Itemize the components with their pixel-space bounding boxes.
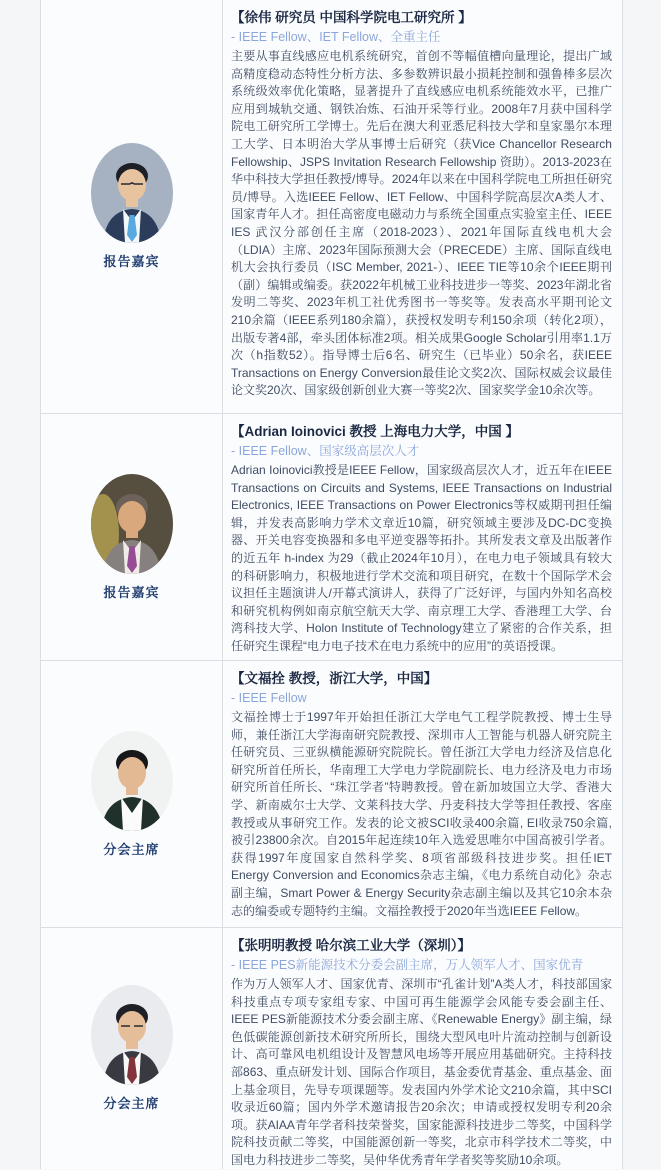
table-row (41, 660, 622, 927)
profile-bio-cell (223, 661, 622, 927)
avatar (91, 143, 173, 243)
avatar (91, 731, 173, 831)
profile-name-title: 【Adrian Ioinovici 教授 上海电力大学，中国 】 (231, 424, 520, 439)
person-portrait-placeholder (91, 731, 173, 831)
role-label: 报告嘉宾 (103, 254, 160, 269)
person-portrait-placeholder (91, 143, 173, 243)
role-label: 分会主席 (103, 1096, 160, 1111)
role-label: 分会主席 (103, 841, 160, 857)
profile-bio-text: 作为万人领军人才、国家优青、深圳市“孔雀计划”A类人才，科技部国家科技重点专项专家组专家、中国可再生能源学会风能专委会副主任、IEEE PES新能源技术分委会副主席、《Renewable Energy》副主编，绿色低碳能源创新技术研究所所长，围绕大型风电叶片流动控制与创新设计、高可靠风电机组设计及智慧风电场等开展应用基础研究。主持科技部863、重点研发计划、国际合作项目，基金委优青基金、重点基金、面上基金项目，先导专项课题等。发表国内外学术论文210余篇，其中SCI收录近60篇；国内外学术邀请报告20余次；申请或授权发明专利20余项。获AIAA青年学者科技荣誉奖，国家能源科技进步二等奖，中国科学院科技贡献二等奖，中国能源创新一等奖，北京市科学技术二等奖，中国电力科技进步二等奖，吴仲华优秀青年学者奖等奖励10余项。 (231, 977, 612, 1167)
profile-name-title: 【文福拴 教授，浙江大学，中国】 (231, 671, 438, 686)
profile-name-title: 【张明明教授 哈尔滨工业大学（深圳）】 (231, 938, 472, 953)
profile-bio-cell (223, 928, 622, 1169)
profile-bio-text: 文福拴博士于1997年开始担任浙江大学电气工程学院教授、博士生导师，兼任浙江大学海南研究院教授、深圳市人工智能与机器人研究院主任研究员、三亚纵横能源研究院院长。曾任浙江大学电力经济及信息化研究所首任所长，华南理工大学电力学院副院长、电力经济及电力市场研究所首任所长、“珠江学者”特聘教授。曾在新加坡国立大学、香港大学、新南威尔士大学、文莱科技大学、丹麦科技大学等担任教授、客座教授或从事研究工作。发表的论文被SCI收录400余篇, EI收录750余篇, 被引23800余次。自2015年起连续10年入选爱思唯尔中国高被引学者。获得1997年度国家自然科学奖、8项省部级科技进步奖。担任IET Energy Conversion and Economics杂志主编，《电力系统自动化》杂志副主编，Smart Power & Energy Security杂志副主编以及其它10余本杂志的编委或专题特约主编。文福拴教授于2020年当选IEEE Fellow。 (231, 710, 612, 918)
avatar (91, 474, 173, 574)
profile-honors: - IEEE Fellow、国家级高层次人才 (231, 444, 420, 458)
profile-photo-cell (41, 414, 223, 660)
person-portrait-placeholder (91, 474, 173, 574)
profile-bio-cell (223, 414, 622, 660)
speakers-table (40, 0, 623, 1169)
profile-bio-cell (223, 0, 622, 413)
profile-honors: - IEEE PES新能源技术分委会副主席，万人领军人才、国家优青 (231, 958, 584, 972)
table-row (41, 927, 622, 1169)
profile-bio-text: 主要从事直线感应电机系统研究，首创不等幅值槽向量理论，提出广域高精度稳动态特性分析方法、多参数辨识最小损耗控制和强鲁棒多层次系统级效率优化策略，显著提升了直线感应电机系统能效水平，已推广应用到城轨交通、钢铁冶炼、石油开采等行业。2008年7月获中国科学院电工研究所工学博士。先后在澳大利亚悉尼科技大学和皇家墨尔本理工大学、日本明治大学从事博士后研究（获Vice Chancellor Research Fellowship、JSPS Invitation Research Fellowship 资助）。2013-2023在华中科技大学担任教授/博导。2024年以来在中国科学院电工所担任研究员/博导。入选IEEE Fellow、IET Fellow、中国科学院高层次A类人才、国家青年人才。担任高密度电磁动力与系统全国重点实验室主任、IEEE IES 武汉分部创任主席（2018-2023）、2021年国际直线电机大会（LDIA）主席、2023年国际预测大会（PRECEDE）主席、国际直线电机大会执行委员（ISC Member, 2021-）、IEEE TIE等10余个IEEE期刊（副）编辑或编委。获2022年机械工业科技进步一等奖、2023年湖北省发明二等奖、2023年机工社优秀图书一等奖等。发表高水平期刊论文210余篇（IEEE系列180余篇），获授权发明专利150余项（转化2项），出版专著4部，牵头团体标准2项。相关成果Google Scholar引用率1.1万次（h指数52）。指导博士后6名、研究生（已毕业）50余名，获IEEE Transactions on Energy Conversion最佳论文奖2次、国际权威会议最佳论文奖20次、国家级创新创业大赛一等奖2次、国家奖学金10余次等。 (231, 49, 612, 398)
profile-name-title: 【徐伟 研究员 中国科学院电工研究所 】 (231, 10, 472, 25)
profile-photo-cell (41, 928, 223, 1169)
profile-photo-cell (41, 0, 223, 413)
table-row (41, 413, 622, 660)
profile-honors: - IEEE Fellow (231, 691, 307, 705)
profile-bio-text: Adrian Ioinovici教授是IEEE Fellow，国家级高层次人才，近五年在IEEE Transactions on Circuits and Systems, IEEE Transactions on Industrial Electronics, IEEE Transactions on Power Electronics等权威期刊担任编辑，并发表高影响力学术文章近10篇，研究领域主要涉及DC-DC变换器、开关电容变换器和多电平逆变器等拓扑。其所发表文章及出版著作的近五年 h-index 为29（截止2024年10月），在电力电子领域具有较大的科研影响力，积极地进行学术交流和项目研究，在数十个国际学术会议担任主题演讲人/开幕式演讲人，获得了广泛好评，与国内外知名高校和研究机构例如南京航空航天大学、南京理工大学、香港理工大学、台湾科技大学、Holon Institute of Technology建立了紧密的合作关系，担任研究生课程“电力电子技术在电力系统中的应用”的英语授课。 (231, 463, 612, 653)
role-label: 报告嘉宾 (103, 584, 160, 600)
table-row (41, 0, 622, 413)
profile-photo-cell (41, 661, 223, 927)
person-portrait-placeholder (91, 985, 173, 1085)
profile-honors: - IEEE Fellow、IET Fellow、全重主任 (231, 30, 441, 44)
avatar (91, 985, 173, 1085)
